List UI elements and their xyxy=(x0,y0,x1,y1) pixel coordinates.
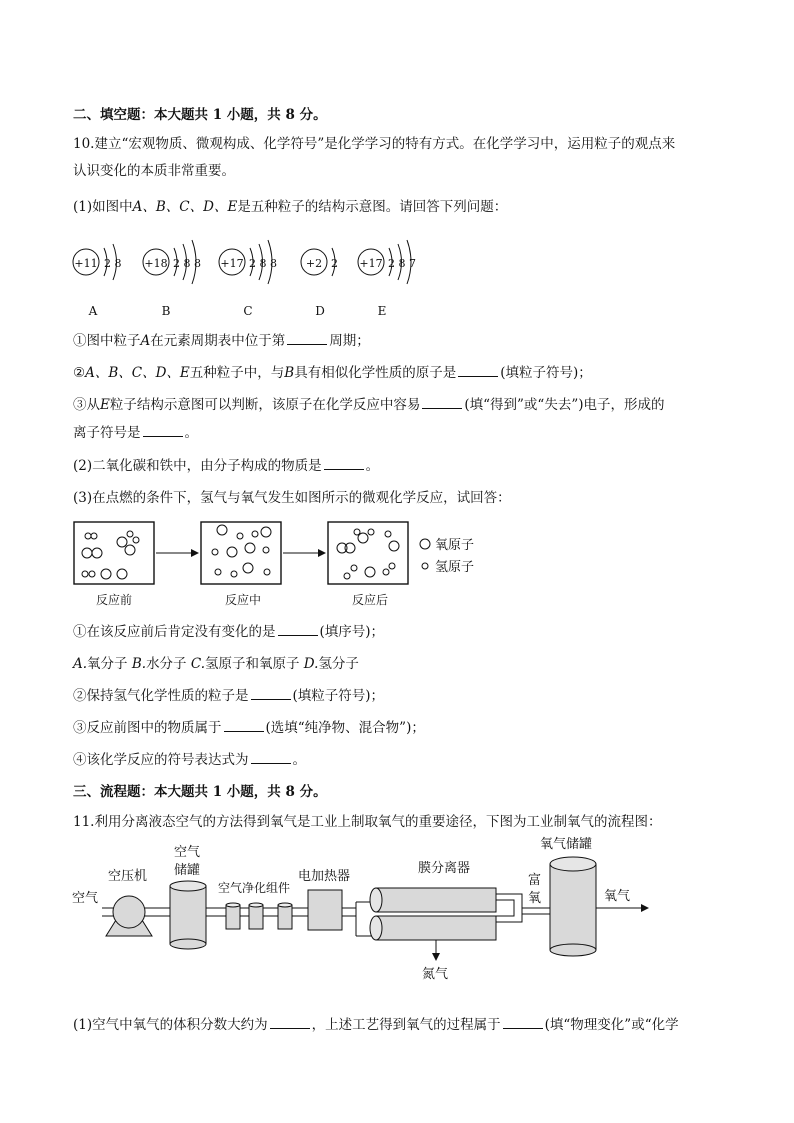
q10-3-sub3: ③反应前图中的物质属于 (选填“纯净物、混合物”)； xyxy=(73,720,425,736)
q10-intro-line2: 认识变化的本质非常重要。 xyxy=(73,163,235,179)
answer-blank[interactable] xyxy=(278,623,318,636)
atom-D-label: D xyxy=(315,304,325,318)
atom-B-electrons: 2 8 8 xyxy=(173,257,201,270)
electric-heater xyxy=(298,868,350,930)
atom-D-electrons: 2 xyxy=(331,257,338,270)
label-tank-line1: 空气 xyxy=(174,845,201,860)
answer-blank[interactable] xyxy=(251,751,291,764)
q10-3-sub4: ④该化学反应的符号表达式为 。 xyxy=(73,752,306,768)
air-storage-tank xyxy=(170,844,206,949)
atom-structure-diagram xyxy=(60,222,440,322)
atom-E-label: E xyxy=(377,304,387,318)
atom-B-nucleus: +18 xyxy=(144,257,168,270)
oxygen-storage-tank xyxy=(540,836,596,956)
air-purifier-assembly xyxy=(218,880,292,929)
label-during: 反应中 xyxy=(224,593,262,607)
atom-C xyxy=(219,240,277,318)
legend-oxygen-atom: 氧原子 xyxy=(435,538,475,553)
label-before: 反应前 xyxy=(95,593,133,607)
atom-B xyxy=(143,240,201,318)
q10-3-sub2: ②保持氢气化学性质的粒子是 (填粒子符号)； xyxy=(73,688,385,704)
atom-A-electrons: 2 8 xyxy=(104,257,122,270)
atom-A-nucleus: +11 xyxy=(74,257,98,270)
box-during-reaction xyxy=(201,522,281,607)
label-compressor: 空压机 xyxy=(108,869,148,884)
q10-1-sub3-line1: ③从E粒子结构示意图可以判断，该原子在化学反应中容易 (填“得到”或“失去”)电子，形成的 xyxy=(73,397,665,413)
answer-blank[interactable] xyxy=(143,424,183,437)
label-heater: 电加热器 xyxy=(298,869,351,884)
reaction-diagram xyxy=(70,516,490,610)
atom-D xyxy=(301,248,338,318)
label-air: 空气 xyxy=(72,891,99,906)
box-after-reaction xyxy=(328,522,408,607)
label-tank-line2: 储罐 xyxy=(174,863,201,878)
atom-E-electrons: 2 8 7 xyxy=(388,257,416,270)
oxygen-production-flow-diagram xyxy=(66,832,666,982)
membrane-separator xyxy=(356,861,550,982)
answer-blank[interactable] xyxy=(251,687,291,700)
answer-blank[interactable] xyxy=(324,457,364,470)
answer-blank[interactable] xyxy=(287,332,327,345)
label-rich-line2: 氧 xyxy=(528,891,542,906)
section-2-title: 二、填空题：本大题共 1 小题，共 8 分。 xyxy=(73,107,327,123)
q10-3-options: A.氧分子 B.水分子 C.氢原子和氧原子 D.氢分子 xyxy=(73,656,359,672)
q10-3-sub1: ①在该反应前后肯定没有变化的是 (填序号)； xyxy=(73,624,385,640)
label-rich-line1: 富 xyxy=(528,873,542,888)
label-nitrogen: 氮气 xyxy=(422,967,449,982)
box-before-reaction xyxy=(74,522,154,607)
label-membrane: 膜分离器 xyxy=(418,861,471,876)
answer-blank[interactable] xyxy=(503,1016,543,1029)
q10-part2: (2)二氧化碳和铁中，由分子构成的物质是 。 xyxy=(73,458,380,474)
q10-1-sub2: ②A、B、C、D、E五种粒子中，与B具有相似化学性质的原子是 (填粒子符号)； xyxy=(73,365,592,381)
answer-blank[interactable] xyxy=(458,364,498,377)
atom-C-label: C xyxy=(243,304,253,318)
atom-B-label: B xyxy=(161,304,171,318)
label-oxygen-output: 氧气 xyxy=(604,889,631,904)
label-after: 反应后 xyxy=(351,593,389,607)
q10-part3-prompt: (3)在点燃的条件下，氢气与氧气发生如图所示的微观化学反应，试回答： xyxy=(73,490,511,506)
legend-hydrogen-atom: 氢原子 xyxy=(435,560,475,575)
q10-1-sub1: ①图中粒子A在元素周期表中位于第 周期； xyxy=(73,333,370,349)
legend xyxy=(420,538,474,575)
atom-D-nucleus: +2 xyxy=(305,257,323,270)
atom-A-label: A xyxy=(88,304,98,318)
q11-intro: 11.利用分离液态空气的方法得到氧气是工业上制取氧气的重要途径，下图为工业制氧气的流程图： xyxy=(73,814,662,830)
atom-A xyxy=(73,244,122,318)
label-oxygen-tank: 氧气储罐 xyxy=(540,837,593,852)
label-purifier: 空气净化组件 xyxy=(218,881,291,895)
atom-E-nucleus: +17 xyxy=(359,257,383,270)
q11-part1: (1)空气中氧气的体积分数大约为 ，上述工艺得到氧气的过程属于 (填“物理变化”或“化学 xyxy=(73,1017,679,1033)
q10-1-sub3-line2: 离子符号是 。 xyxy=(73,425,198,441)
atom-E xyxy=(358,240,416,318)
q10-part1-prompt: (1)如图中A、B、C、D、E是五种粒子的结构示意图。请回答下列问题： xyxy=(73,199,508,215)
answer-blank[interactable] xyxy=(270,1016,310,1029)
answer-blank[interactable] xyxy=(224,719,264,732)
answer-blank[interactable] xyxy=(422,396,462,409)
atom-C-nucleus: +17 xyxy=(220,257,244,270)
section-3-title: 三、流程题：本大题共 1 小题，共 8 分。 xyxy=(73,784,327,800)
q10-intro-line1: 10.建立“宏观物质、微观构成、化学符号”是化学学习的特有方式。在化学学习中，运用粒子的观点来 xyxy=(73,136,676,152)
air-compressor xyxy=(106,868,152,936)
atom-C-electrons: 2 8 8 xyxy=(249,257,277,270)
